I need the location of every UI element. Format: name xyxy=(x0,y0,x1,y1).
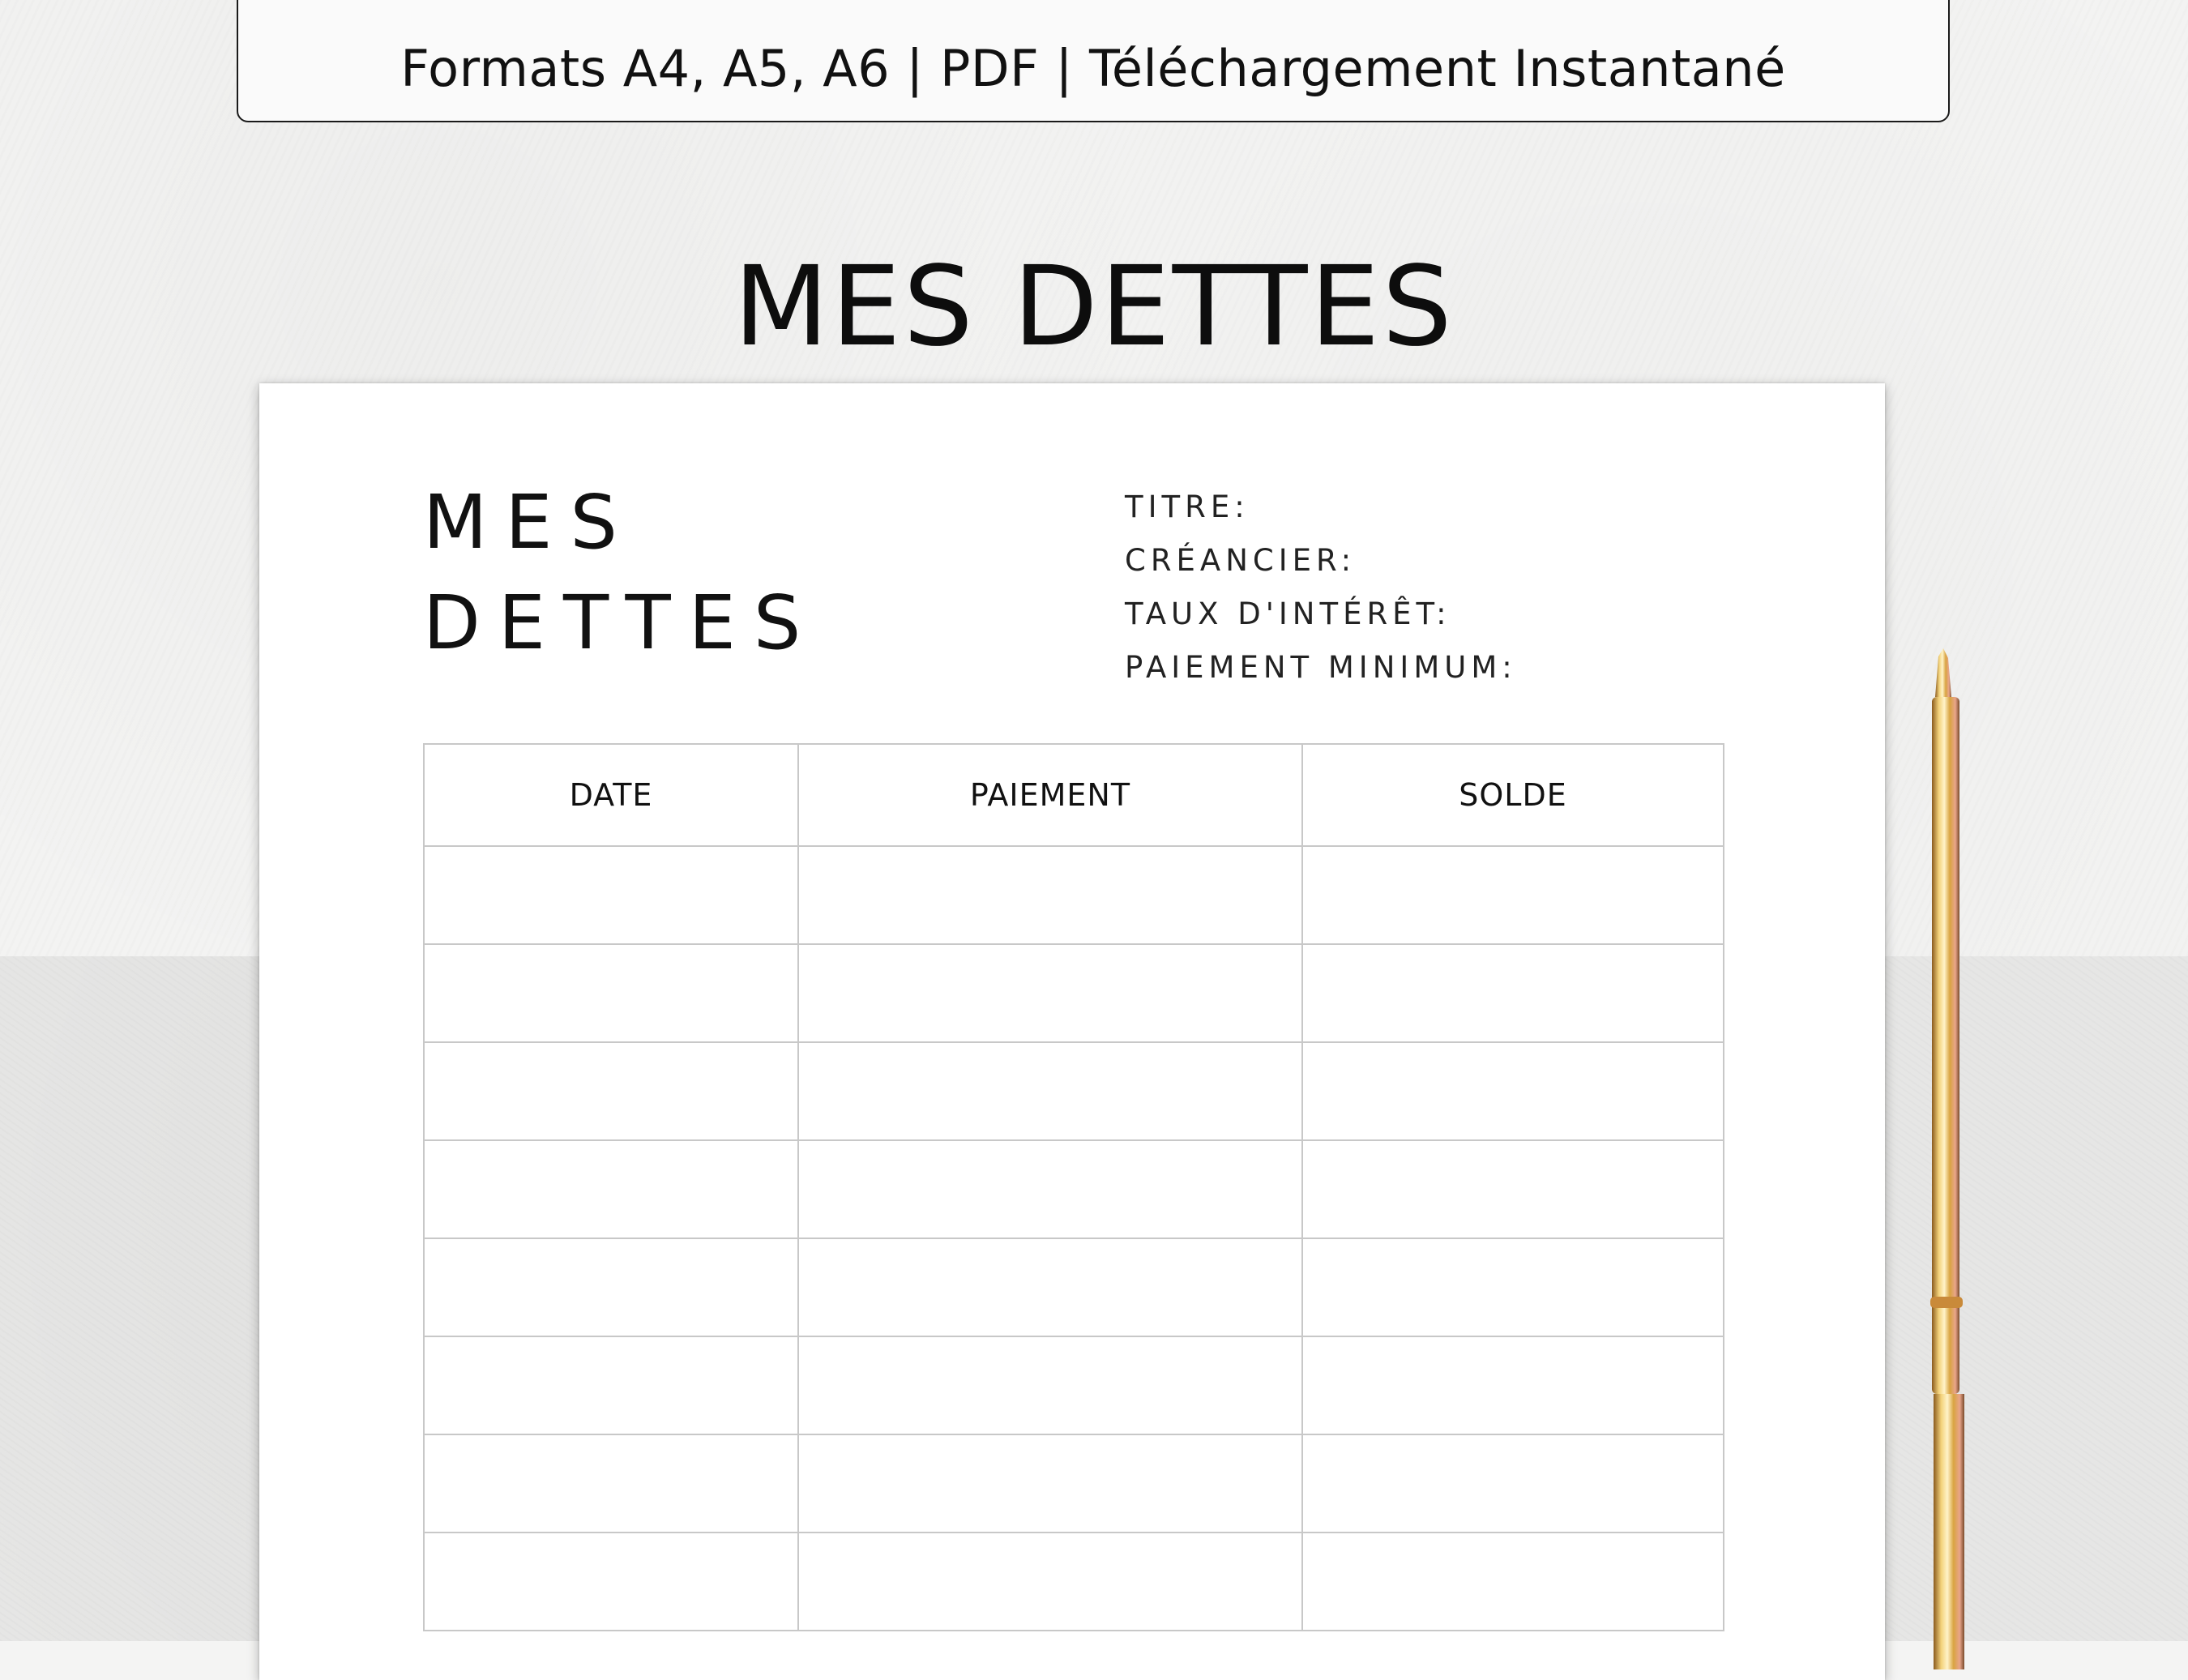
field-creancier: CRÉANCIER: xyxy=(1125,543,1357,578)
table-cell-paiement xyxy=(798,1238,1302,1336)
table-header-row xyxy=(424,744,1724,846)
table-cell-paiement xyxy=(798,1042,1302,1140)
table-cell-solde xyxy=(1302,846,1724,944)
table-cell-paiement xyxy=(798,846,1302,944)
table-cell-solde xyxy=(1302,1238,1724,1336)
column-header-date: DATE xyxy=(424,744,798,846)
field-titre: TITRE: xyxy=(1125,489,1250,524)
table-row xyxy=(424,1336,1724,1434)
table-cell-paiement xyxy=(798,944,1302,1042)
sheet-title xyxy=(423,472,818,673)
debt-ledger-table xyxy=(423,743,1724,1631)
debt-info-fields xyxy=(1125,481,1517,695)
table-row xyxy=(424,1140,1724,1238)
pen-upper-barrel xyxy=(1932,697,1959,1394)
table-cell-paiement xyxy=(798,1140,1302,1238)
table-cell-paiement xyxy=(798,1336,1302,1434)
sheet-title-line-1: MES xyxy=(423,479,635,566)
table-cell-solde xyxy=(1302,1042,1724,1140)
formats-banner xyxy=(237,0,1950,122)
table-cell-solde xyxy=(1302,944,1724,1042)
table-row xyxy=(424,1434,1724,1533)
field-taux-interet: TAUX D'INTÉRÊT: xyxy=(1125,596,1451,631)
table-cell-date xyxy=(424,846,798,944)
pen-ring xyxy=(1930,1297,1963,1308)
table-row xyxy=(424,1042,1724,1140)
table-cell-date xyxy=(424,1434,798,1533)
banner-text: Formats A4, A5, A6 | PDF | Téléchargement Instantané xyxy=(400,39,1786,98)
table-cell-date xyxy=(424,1336,798,1434)
field-paiement-minimum: PAIEMENT MINIMUM: xyxy=(1125,650,1517,685)
column-header-paiement: PAIEMENT xyxy=(798,744,1302,846)
table-cell-date xyxy=(424,1140,798,1238)
table-cell-paiement xyxy=(798,1434,1302,1533)
pen-lower-barrel xyxy=(1934,1394,1964,1669)
table-body xyxy=(424,846,1724,1631)
table-cell-solde xyxy=(1302,1140,1724,1238)
column-header-solde: SOLDE xyxy=(1302,744,1724,846)
table-cell-solde xyxy=(1302,1434,1724,1533)
sheet-title-line-2: DETTES xyxy=(423,579,819,666)
table-cell-date xyxy=(424,1238,798,1336)
table-cell-solde xyxy=(1302,1533,1724,1631)
table-cell-date xyxy=(424,944,798,1042)
page-title: MES DETTES xyxy=(733,243,1455,371)
table-row xyxy=(424,846,1724,944)
pen-tip xyxy=(1935,648,1951,697)
table-cell-date xyxy=(424,1533,798,1631)
table-row xyxy=(424,1238,1724,1336)
table-cell-date xyxy=(424,1042,798,1140)
gold-pen-image xyxy=(1921,648,1977,1669)
printable-sheet xyxy=(259,383,1885,1680)
table-cell-solde xyxy=(1302,1336,1724,1434)
table-cell-paiement xyxy=(798,1533,1302,1631)
table-row xyxy=(424,1533,1724,1631)
table-row xyxy=(424,944,1724,1042)
